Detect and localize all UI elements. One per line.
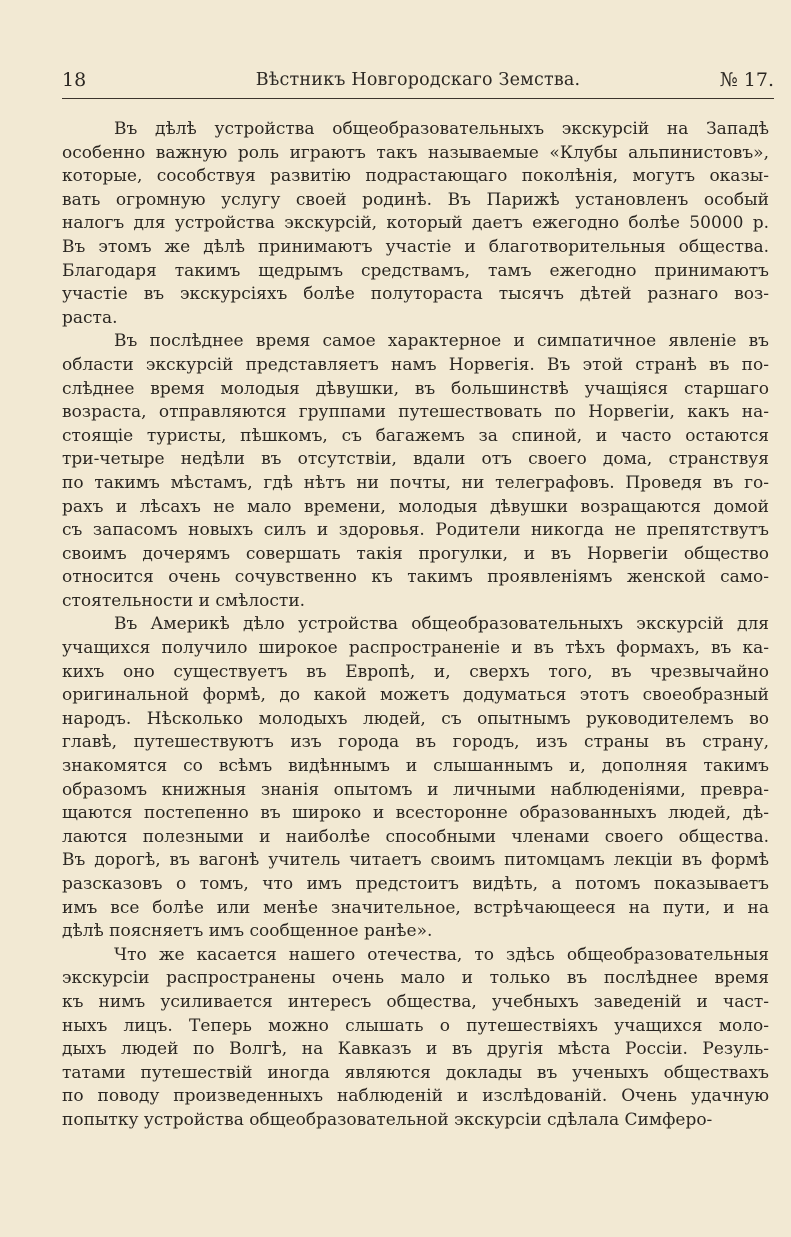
text-line: дыхъ людей по Волгѣ, на Кавказъ и въ другія мѣста Россіи. Резуль- xyxy=(62,1039,769,1060)
text-line: вать огромную услугу своей родинѣ. Въ Парижѣ установленъ особый xyxy=(62,189,769,210)
running-title: Вѣстникъ Новгородскаго Земства. xyxy=(255,70,581,90)
paragraph xyxy=(62,944,769,1133)
text-line: Благодаря такимъ щедрымъ средствамъ, тамъ ежегодно принимаютъ xyxy=(62,260,769,281)
text-line: Въ послѣднее время самое характерное и симпатичное явленіе въ xyxy=(114,331,769,352)
text-line: по поводу произведенныхъ наблюденій и изслѣдованій. Очень удачную xyxy=(62,1086,769,1107)
text-line: налогъ для устройства экскурсій, который даетъ ежегодно болѣе 50000 р. xyxy=(62,213,769,234)
text-line: по такимъ мѣстамъ, гдѣ нѣтъ ни почты, ни телеграфовъ. Проведя въ го- xyxy=(62,472,769,493)
text-line: которые, сособствуя развитію подрастающаго поколѣнія, могутъ оказы- xyxy=(62,166,769,187)
text-line: ныхъ лицъ. Теперь можно слышать о путешествіяхъ учащихся моло- xyxy=(62,1015,769,1036)
text-line: попытку устройства общеобразовательной экскурсіи сдѣлала Симферо- xyxy=(62,1109,713,1130)
text-line: рахъ и лѣсахъ не мало времени, молодыя дѣвушки возращаются домой xyxy=(62,496,769,517)
text-line: участіе въ экскурсіяхъ болѣе полутораста тысячъ дѣтей разнаго воз- xyxy=(62,284,769,305)
text-line: раста. xyxy=(62,307,118,328)
body-text xyxy=(62,118,769,1133)
page-header xyxy=(62,68,774,96)
text-line: своимъ дочерямъ совершать такія прогулки, и въ Норвегіи общество xyxy=(62,543,769,564)
text-line: главѣ, путешествуютъ изъ города въ городъ, изъ страны въ страну, xyxy=(62,732,769,753)
text-line: разсказовъ о томъ, что имъ предстоитъ видѣть, а потомъ показываетъ xyxy=(62,874,769,894)
page-number: 18 xyxy=(62,69,87,91)
text-line: щаются постепенно въ широко и всесторонне образованныхъ людей, дѣ- xyxy=(62,803,769,824)
text-line: Въ Америкѣ дѣло устройства общеобразовательныхъ экскурсій для xyxy=(114,614,769,635)
text-line: слѣднее время молодыя дѣвушки, въ большинствѣ учащіяся старшаго xyxy=(62,378,769,399)
text-line: знакомятся со всѣмъ видѣннымъ и слышаннымъ и, дополняя такимъ xyxy=(62,756,769,777)
text-line: особенно важную роль играютъ такъ называемые «Клубы альпинистовъ», xyxy=(62,142,769,163)
text-line: дѣлѣ поясняетъ имъ сообщенное ранѣе». xyxy=(62,921,433,942)
text-line: Что же касается нашего отечества, то здѣсь общеобразовательныя xyxy=(114,944,769,965)
text-line: татами путешествій иногда являются доклады въ ученыхъ обществахъ xyxy=(62,1062,769,1083)
text-line: Въ дѣлѣ устройства общеобразовательныхъ экскурсій на Западѣ xyxy=(114,119,769,139)
text-line: области экскурсій представляетъ намъ Норвегія. Въ этой странѣ въ по- xyxy=(62,354,769,375)
text-line: лаются полезными и наиболѣе способными членами своего общества. xyxy=(62,826,769,847)
text-line: стоятельности и смѣлости. xyxy=(62,590,306,611)
text-line: три-четыре недѣли въ отсутствіи, вдали отъ своего дома, странствуя xyxy=(62,449,769,470)
text-line: кихъ оно существуетъ въ Европѣ, и, сверхъ того, въ чрезвычайно xyxy=(62,661,769,682)
paragraph xyxy=(62,613,769,943)
text-line: Въ дорогѣ, въ вагонѣ учитель читаетъ своимъ питомцамъ лекціи въ формѣ xyxy=(62,850,769,871)
text-line: возраста, отправляются группами путешествовать по Норвегіи, какъ на- xyxy=(62,402,769,423)
header-rule xyxy=(62,98,774,99)
text-line: оригинальной формѣ, до какой можетъ додуматься этотъ своеобразный xyxy=(62,685,769,706)
text-line: учащихся получило широкое распространеніе и въ тѣхъ формахъ, въ ка- xyxy=(62,638,769,659)
text-line: народъ. Нѣсколько молодыхъ людей, съ опытнымъ руководителемъ во xyxy=(62,708,769,729)
text-line: стоящіе туристы, пѣшкомъ, съ багажемъ за спиной, и часто остаются xyxy=(62,425,769,446)
paragraph xyxy=(62,330,769,613)
text-line: образомъ книжныя знанія опытомъ и личными наблюденіями, превра- xyxy=(62,779,769,800)
issue-number: № 17. xyxy=(719,69,774,91)
text-line: съ запасомъ новыхъ силъ и здоровья. Родители никогда не препятствутъ xyxy=(62,520,769,541)
paragraph xyxy=(62,118,769,330)
text-line: имъ все болѣе или менѣе значительное, встрѣчающееся на пути, и на xyxy=(62,897,769,918)
text-line: къ нимъ усиливается интересъ общества, учебныхъ заведеній и част- xyxy=(62,991,769,1012)
text-line: относится очень сочувственно къ такимъ проявленіямъ женской само- xyxy=(62,567,769,588)
text-line: экскурсіи распространены очень мало и только въ послѣднее время xyxy=(62,968,769,989)
text-line: Въ этомъ же дѣлѣ принимаютъ участіе и благотворительныя общества. xyxy=(62,236,769,257)
